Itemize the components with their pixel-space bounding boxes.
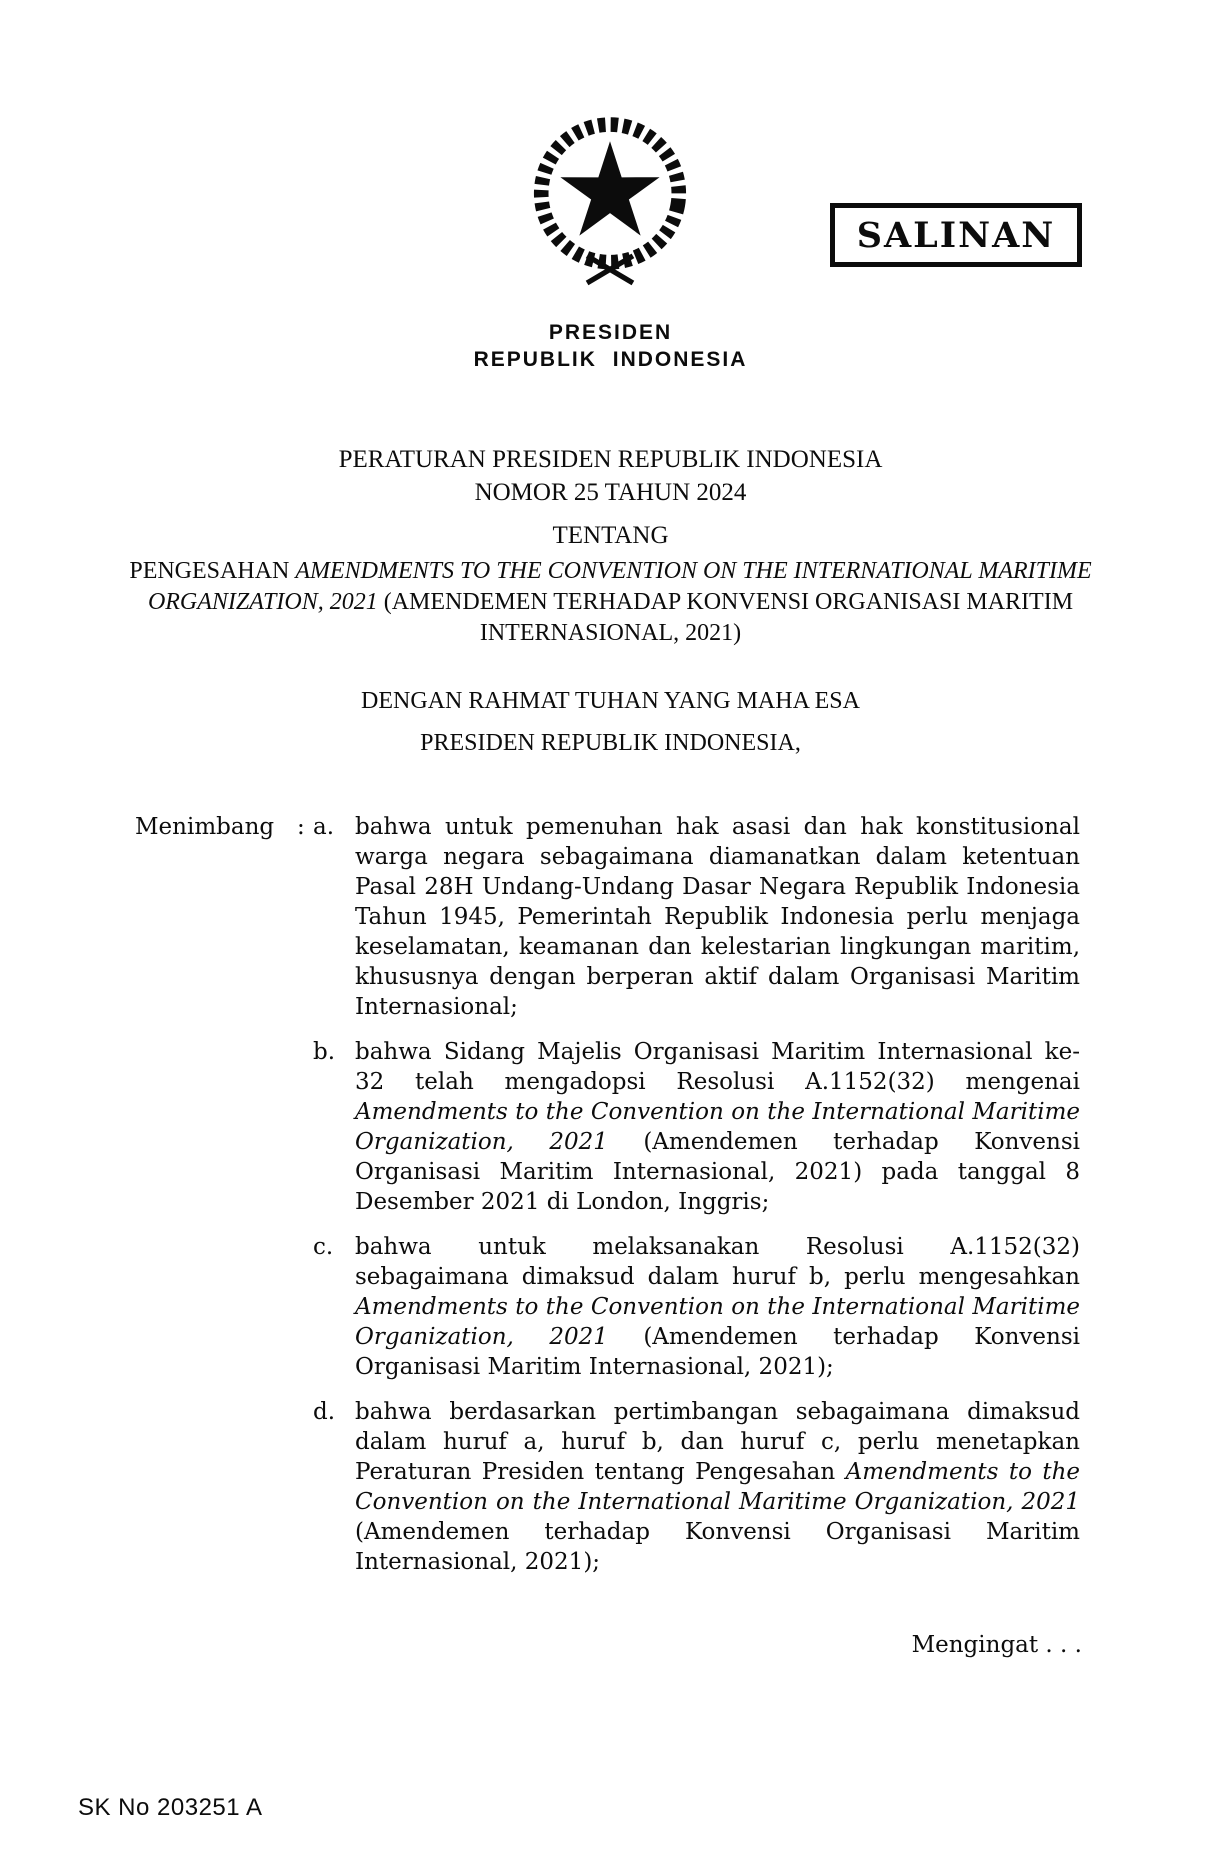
item-text: bahwa untuk pemenuhan hak asasi dan hak konstitusional warga negara sebagaimana diamanatkan dalam ketentuan Pasal 28H Undang-Undang Dasar Negara Republik Indonesia Tahun 1945, Pemerintah Republik Indonesia perlu menjaga keselamatan, keamanan dan kelestarian lingkungan maritim, khususnya dengan berperan aktif dalam Organisasi Maritim Internasional; xyxy=(355,814,1080,1020)
title-line-number: NOMOR 25 TAHUN 2024 xyxy=(474,479,747,506)
considering-item-a xyxy=(135,812,1080,1022)
considering-label: Menimbang xyxy=(135,814,275,840)
title-line-regulation: PERATURAN PRESIDEN REPUBLIK INDONESIA xyxy=(338,446,883,473)
considering-colon: : xyxy=(297,814,305,840)
letterhead-republik-indonesia: REPUBLIK INDONESIA xyxy=(473,348,748,371)
presidential-emblem-icon xyxy=(525,110,695,308)
considering-item-c xyxy=(135,1232,1080,1382)
item-letter: c. xyxy=(313,1234,334,1260)
continuation-catchword: Mengingat . . . xyxy=(911,1632,1082,1658)
regulation-subject: PENGESAHAN AMENDMENTS TO THE CONVENTION ON THE INTERNATIONAL MARITIME ORGANIZATION, 2021 (AMENDEMEN TERHADAP KONVENSI ORGANISASI MARITIM INTERNASIONAL, 2021) xyxy=(129,558,1092,646)
item-letter: b. xyxy=(313,1039,336,1065)
document-code: SK No 203251 A xyxy=(78,1794,263,1821)
letterhead xyxy=(0,320,1221,373)
star-wreath-icon xyxy=(525,110,695,308)
considering-items xyxy=(135,812,1080,1577)
item-letter: d. xyxy=(313,1399,336,1425)
considering-item-d xyxy=(135,1397,1080,1577)
letterhead-presiden: PRESIDEN xyxy=(548,321,673,344)
item-text: bahwa Sidang Majelis Organisasi Maritim Internasional ke-32 telah mengadopsi Resolusi A.1152(32) mengenai Amendments to the Convention on the International Maritime Organization, 2021 (Amendemen terhadap Konvensi Organisasi Maritim Internasional, 2021) pada tanggal 8 Desember 2021 di London, Inggris; xyxy=(355,1039,1080,1215)
preamble-president: PRESIDEN REPUBLIK INDONESIA, xyxy=(420,730,801,756)
considering-item-b xyxy=(135,1037,1080,1217)
salinan-stamp xyxy=(830,203,1082,267)
item-text: bahwa untuk melaksanakan Resolusi A.1152(32) sebagaimana dimaksud dalam huruf b, perlu mengesahkan Amendments to the Convention on the International Maritime Organization, 2021 (Amendemen terhadap Konvensi Organisasi Maritim Internasional, 2021); xyxy=(355,1234,1080,1380)
considering-block xyxy=(135,812,1080,1592)
salinan-stamp-label: SALINAN xyxy=(856,214,1056,256)
item-text: bahwa berdasarkan pertimbangan sebagaimana dimaksud dalam huruf a, huruf b, dan huruf c, perlu menetapkan Peraturan Presiden tentang Pengesahan Amendments to the Convention on the International Maritime Organization, 2021 (Amendemen terhadap Konvensi Organisasi Maritim Internasional, 2021); xyxy=(355,1399,1080,1575)
preamble-invocation: DENGAN RAHMAT TUHAN YANG MAHA ESA xyxy=(361,688,860,714)
title-line-tentang: TENTANG xyxy=(552,522,669,549)
item-letter: a. xyxy=(313,814,335,840)
regulation-title xyxy=(0,443,1221,552)
preamble xyxy=(0,686,1221,758)
